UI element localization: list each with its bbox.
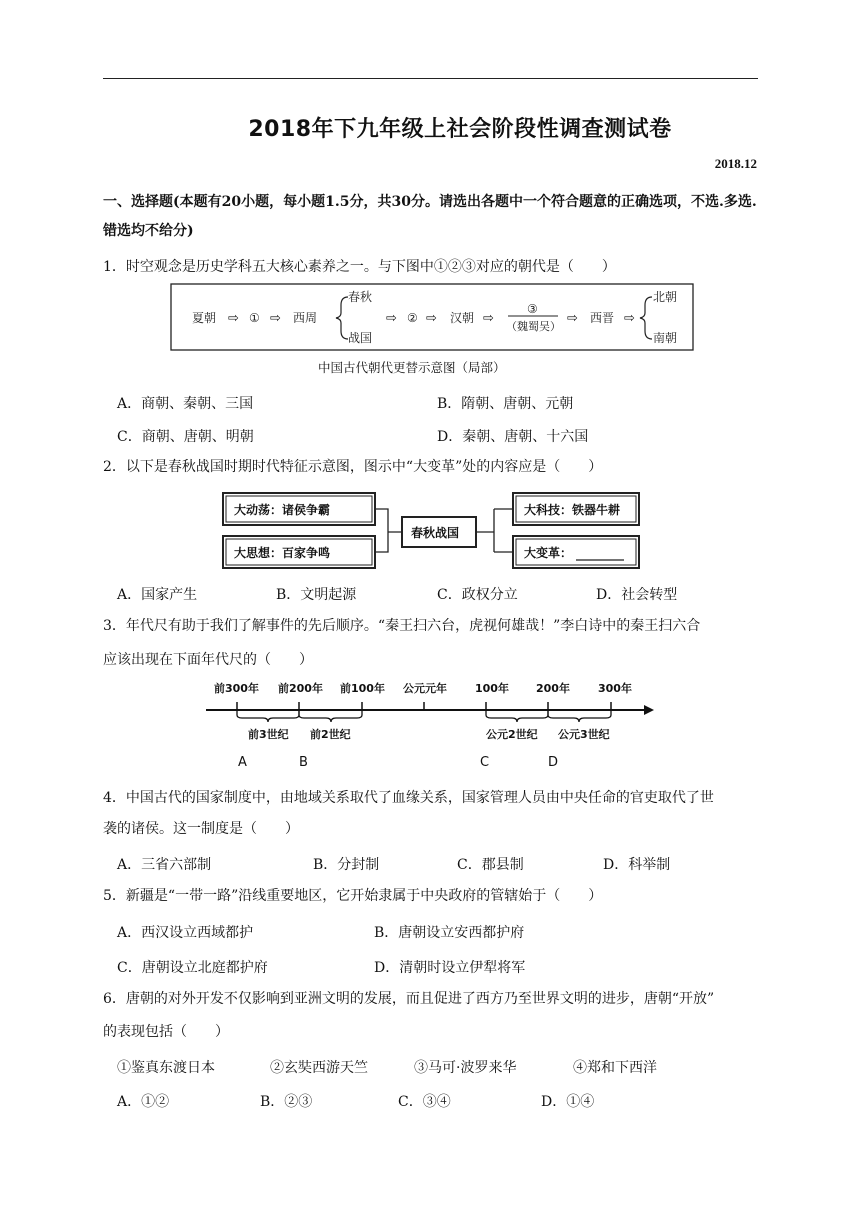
q1-option-c[interactable]: C．商朝、唐朝、明朝 [117,429,254,445]
q4-option-d[interactable]: D．科举制 [603,857,671,873]
q6-item-1: ①鉴真东渡日本 [117,1060,215,1076]
timeline-letter-d: D [548,755,559,770]
question-2-stem: 2．以下是春秋战国时期时代特征示意图，图示中“大变革”处的内容应是（ ） [103,459,603,475]
diagram-nanchao: 南朝 [653,331,678,345]
timeline-letter-a: A [238,755,247,770]
diagram-han: 汉朝 [450,311,475,325]
tick-label-ad200: 200年 [536,682,570,695]
q6-option-c[interactable]: C．③④ [398,1094,451,1110]
tick-label-bc100: 前100年 [340,682,385,695]
q6-option-b[interactable]: B．②③ [260,1094,313,1110]
q1-option-a[interactable]: A．商朝、秦朝、三国 [117,396,254,412]
q5-option-c[interactable]: C．唐朝设立北庭都护府 [117,960,268,976]
chunqiu-diagram [222,490,642,572]
q1-option-b[interactable]: B．隋朝、唐朝、元朝 [437,396,574,412]
q4-option-c[interactable]: C．郡县制 [457,857,524,873]
q5-option-d[interactable]: D．清朝时设立伊犁将军 [374,960,526,976]
q2-option-a[interactable]: A．国家产生 [117,587,198,603]
tick-label-bc200: 前200年 [278,682,323,695]
bracket-label-ad3c: 公元3世纪 [558,728,610,741]
diagram-beichao: 北朝 [653,290,678,304]
diagram-chunqiu: 春秋 [348,290,373,304]
diagram-right-bottom: 大变革： [524,546,573,560]
question-1-stem: 1．时空观念是历史学科五大核心素养之一。与下图中①②③对应的朝代是（ ） [103,259,616,275]
q2-option-c[interactable]: C．政权分立 [437,587,518,603]
diagram-c1: ① [249,311,260,325]
tick-label-bc300: 前300年 [214,682,259,695]
q4-option-b[interactable]: B．分封制 [313,857,380,873]
header-rule [103,78,758,79]
arrow-7: ⇨ [624,311,635,326]
tick-label-ad100: 100年 [475,682,509,695]
dynasty-diagram [170,283,695,353]
question-5-stem: 5．新疆是“一带一路”沿线重要地区，它开始隶属于中央政府的管辖始于（ ） [103,888,603,904]
page-title: 2018年下九年级上社会阶段性调查测试卷 [248,117,672,142]
question-4-stem-line2: 袭的诸侯。这一制度是（ ） [103,821,299,837]
tick-label-ad300: 300年 [598,682,632,695]
timeline-letter-b: B [299,755,308,770]
timeline-letter-c: C [480,755,490,770]
q6-item-3: ③马可·波罗来华 [414,1060,517,1076]
bracket-label-bc2c: 前2世纪 [310,728,351,741]
q6-option-a[interactable]: A．①② [117,1094,170,1110]
arrow-4: ⇨ [426,311,437,326]
tick-label-ad1: 公元元年 [403,682,447,695]
q2-option-b[interactable]: B．文明起源 [276,587,357,603]
q2-option-d[interactable]: D．社会转型 [596,587,678,603]
timeline [200,678,660,773]
arrow-6: ⇨ [567,311,578,326]
diagram-left-top: 大动荡：诸侯争霸 [234,503,331,517]
diagram-xia: 夏朝 [192,311,217,325]
diagram-xizhou: 西周 [293,311,318,325]
diagram-c3: ③ [527,302,538,316]
diagram-c2: ② [407,311,418,325]
diagram-zhanguo: 战国 [348,331,373,345]
question-3-stem-line2: 应该出现在下面年代尺的（ ） [103,652,313,668]
q6-item-4: ④郑和下西洋 [573,1060,657,1076]
question-3-stem-line1: 3．年代尺有助于我们了解事件的先后顺序。“秦王扫六台，虎视何雄哉！”李白诗中的秦王扫六合 [103,618,701,634]
diagram-weishuwu: （魏蜀吴） [506,320,561,333]
arrow-2: ⇨ [270,311,281,326]
diagram-caption: 中国古代朝代更替示意图（局部） [318,360,506,375]
arrow-5: ⇨ [483,311,494,326]
q6-item-2: ②玄奘西游天竺 [270,1060,368,1076]
q5-option-b[interactable]: B．唐朝设立安西都护府 [374,925,525,941]
bracket-label-ad2c: 公元2世纪 [486,728,538,741]
diagram-xijin: 西晋 [590,311,615,325]
exam-date: 2018.12 [714,156,757,171]
q4-option-a[interactable]: A．三省六部制 [117,857,212,873]
diagram-center: 春秋战国 [411,526,460,540]
question-6-stem-line1: 6．唐朝的对外开发不仅影响到亚洲文明的发展，而且促进了西方乃至世界文明的进步，唐朝“开放” [103,991,715,1007]
section-heading: 一、选择题(本题有20小题，每小题1.5分，共30分。请选出各题中一个符合题意的正确选项，不选.多选.错选均不给分) [103,194,757,239]
arrow-1: ⇨ [228,311,239,326]
q5-option-a[interactable]: A．西汉设立西域都护 [117,925,254,941]
question-6-stem-line2: 的表现包括（ ） [103,1024,229,1040]
q6-option-d[interactable]: D．①④ [541,1094,595,1110]
diagram-left-bottom: 大思想：百家争鸣 [234,546,331,560]
arrow-3: ⇨ [386,311,397,326]
bracket-label-bc3c: 前3世纪 [248,728,289,741]
q1-option-d[interactable]: D．秦朝、唐朝、十六国 [437,429,589,445]
diagram-right-top: 大科技：铁器牛耕 [524,503,621,517]
question-4-stem-line1: 4．中国古代的国家制度中，由地域关系取代了血缘关系，国家管理人员由中央任命的官吏取代了世 [103,790,714,806]
